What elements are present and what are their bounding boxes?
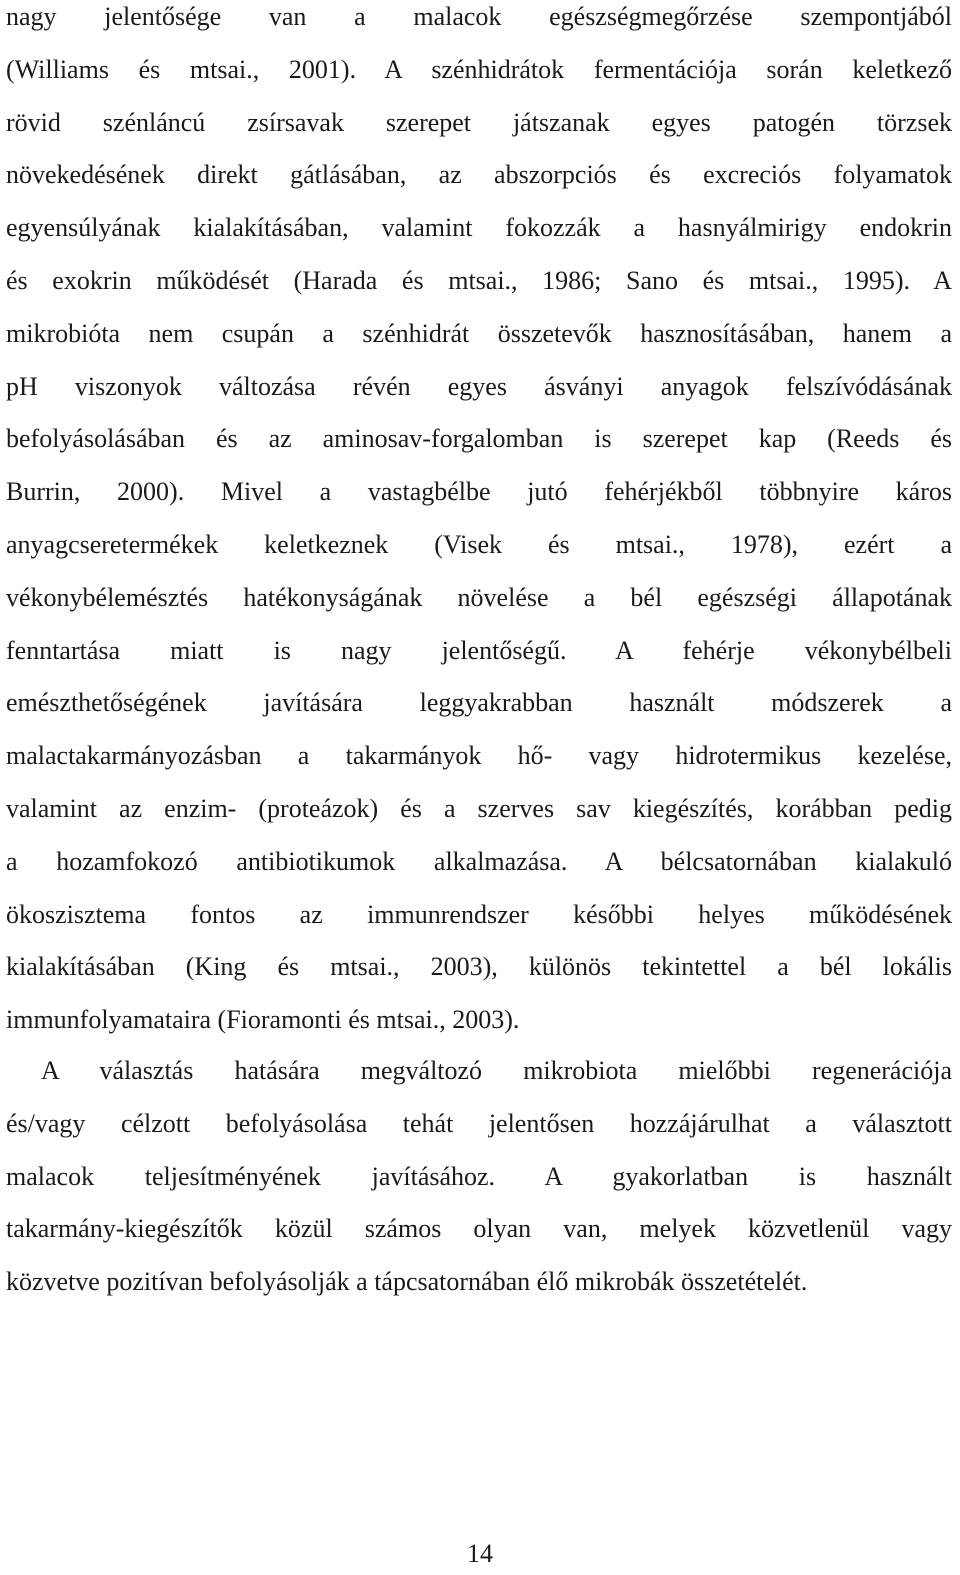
paragraph-2 xyxy=(6,1045,952,1309)
page-number: 14 xyxy=(467,1539,493,1568)
text-line: ökoszisztema fontos az immunrendszer későbbi helyes működésének xyxy=(6,899,952,929)
text-line: pH viszonyok változása révén egyes ásványi anyagok felszívódásának xyxy=(6,371,952,401)
text-line: (Williams és mtsai., 2001). A szénhidrátok fermentációja során keletkező xyxy=(6,54,952,84)
text-line: immunfolyamataira (Fioramonti és mtsai., 2003). xyxy=(6,1005,520,1035)
text-line: és exokrin működését (Harada és mtsai., 1986; Sano és mtsai., 1995). A xyxy=(6,265,952,295)
text-line: A választás hatására megváltozó mikrobiota mielőbbi regenerációja xyxy=(41,1056,952,1085)
text-line: takarmány-kiegészítők közül számos olyan van, melyek közvetlenül vagy xyxy=(6,1214,952,1244)
paragraph-1 xyxy=(6,0,952,1047)
text-line: Burrin, 2000). Mivel a vastagbélbe jutó fehérjékből többnyire káros xyxy=(6,477,952,507)
text-line: kialakításában (King és mtsai., 2003), különös tekintettel a bél lokális xyxy=(6,952,952,982)
text-line: valamint az enzim- (proteázok) és a szerves sav kiegészítés, korábban pedig xyxy=(6,793,952,823)
text-line: emészthetőségének javítására leggyakrabban használt módszerek a xyxy=(6,688,952,718)
text-line: vékonybélemésztés hatékonyságának növelése a bél egészségi állapotának xyxy=(6,582,952,612)
text-line: nagy jelentősége van a malacok egészségmegőrzése szempontjából xyxy=(6,2,952,31)
text-line: növekedésének direkt gátlásában, az abszorpciós és excreciós folyamatok xyxy=(6,160,952,190)
text-line: közvetve pozitívan befolyásolják a tápcsatornában élő mikrobák összetételét. xyxy=(6,1267,808,1297)
text-line: és/vagy célzott befolyásolása tehát jelentősen hozzájárulhat a választott xyxy=(6,1108,952,1138)
text-line: malacok teljesítményének javításához. A gyakorlatban is használt xyxy=(6,1161,952,1191)
text-line: malactakarmányozásban a takarmányok hő- vagy hidrotermikus kezelése, xyxy=(6,741,952,771)
text-line: rövid szénláncú zsírsavak szerepet játszanak egyes patogén törzsek xyxy=(6,107,952,137)
text-line: egyensúlyának kialakításában, valamint fokozzák a hasnyálmirigy endokrin xyxy=(6,213,952,243)
text-line: a hozamfokozó antibiotikumok alkalmazása. A bélcsatornában kialakuló xyxy=(6,846,952,876)
text-line: fenntartása miatt is nagy jelentőségű. A fehérje vékonybélbeli xyxy=(6,635,952,665)
text-line: befolyásolásában és az aminosav-forgalomban is szerepet kap (Reeds és xyxy=(6,424,952,454)
text-line: anyagcseretermékek keletkeznek (Visek és mtsai., 1978), ezért a xyxy=(6,529,952,559)
text-line: mikrobióta nem csupán a szénhidrát összetevők hasznosításában, hanem a xyxy=(6,318,952,348)
